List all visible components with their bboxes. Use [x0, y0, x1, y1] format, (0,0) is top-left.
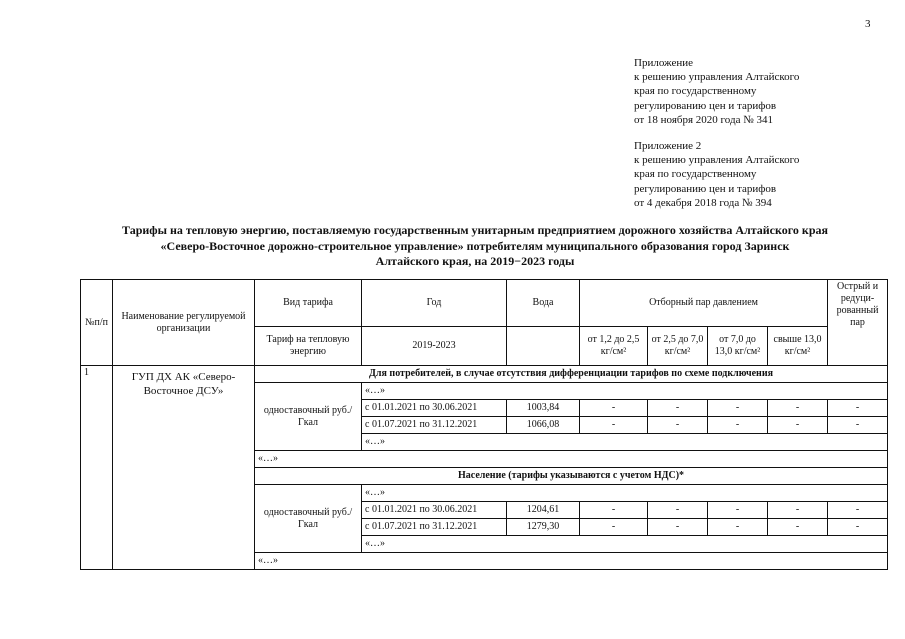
dash: -: [768, 400, 828, 417]
tariff-table: [80, 279, 888, 570]
pressure-4: свыше 13,0 кг/см²: [768, 327, 828, 366]
title-line: «Северо-Восточное дорожно-строительное управление» потребителям муниципального образования город Заринск: [160, 238, 790, 253]
org-name: ГУП ДХ АК «Северо-Восточное ДСУ»: [113, 366, 255, 570]
dash: -: [828, 400, 888, 417]
annex-line: Приложение 2: [634, 140, 702, 152]
header-steam: Отборный пар давлением: [580, 280, 828, 327]
dash: -: [580, 417, 648, 434]
header-year: Год: [362, 280, 507, 327]
dash: -: [768, 417, 828, 434]
dash: -: [708, 400, 768, 417]
pressure-2: от 2,5 до 7,0 кг/см²: [648, 327, 708, 366]
header-org: Наименование регулируемой организации: [113, 280, 255, 366]
ellipsis: «…»: [362, 536, 888, 553]
annex-line: края по государственному: [634, 85, 757, 98]
ellipsis: «…»: [255, 451, 888, 468]
row-number: 1: [81, 366, 113, 570]
dash: -: [708, 417, 768, 434]
header-num: №п/п: [81, 280, 113, 366]
section-title: Население (тарифы указываются с учетом НДС)*: [255, 468, 888, 485]
water-value: 1003,84: [507, 400, 580, 417]
annex-line: к решению управления Алтайского: [634, 154, 800, 167]
dash: -: [648, 417, 708, 434]
tariff-unit: одноставочный руб./Гкал: [255, 485, 362, 553]
annex-line: регулированию цен и тарифов: [634, 182, 777, 195]
dash: -: [708, 502, 768, 519]
water-value: 1204,61: [507, 502, 580, 519]
title-line: Тарифы на тепловую энергию, поставляемую государственным унитарным предприятием дорожного хозяйства Алтайского края: [121, 223, 828, 237]
dash: -: [648, 502, 708, 519]
dash: -: [768, 519, 828, 536]
annex-header-current: [634, 56, 799, 127]
tariff-type-label: Тариф на тепловую энергию: [255, 327, 362, 366]
dash: -: [768, 502, 828, 519]
pressure-1: от 1,2 до 2,5 кг/см²: [580, 327, 648, 366]
header-row: [81, 280, 888, 327]
dash: -: [580, 502, 648, 519]
dash: -: [648, 519, 708, 536]
dash: -: [828, 519, 888, 536]
dash: -: [828, 502, 888, 519]
period: с 01.01.2021 по 30.06.2021: [362, 400, 507, 417]
annex-header-original: [634, 139, 799, 210]
annex-line: регулированию цен и тарифов: [634, 99, 777, 112]
ellipsis: «…»: [255, 553, 888, 570]
section-title: Для потребителей, в случае отсутствия дифференциации тарифов по схеме подключения: [255, 366, 888, 383]
annex-line: от 4 декабря 2018 года № 394: [634, 196, 772, 209]
annex-line: от 18 ноября 2020 года № 341: [634, 113, 773, 126]
header-tariff-type: Вид тарифа: [255, 280, 362, 327]
ellipsis: «…»: [362, 383, 888, 400]
page-number: 3: [865, 18, 871, 30]
year-range: 2019-2023: [362, 327, 507, 366]
period: с 01.07.2021 по 31.12.2021: [362, 417, 507, 434]
water-value: 1066,08: [507, 417, 580, 434]
section-title-row: [81, 366, 888, 383]
dash: -: [828, 417, 888, 434]
annex-line: Приложение: [634, 57, 694, 69]
document-title: [60, 223, 890, 270]
water-value: 1279,30: [507, 519, 580, 536]
period: с 01.01.2021 по 30.06.2021: [362, 502, 507, 519]
annex-line: к решению управления Алтайского: [634, 71, 800, 84]
ellipsis: «…»: [362, 434, 888, 451]
header-sharp-steam: Острый и редуци-рованный пар: [828, 280, 888, 366]
water-empty: [507, 327, 580, 366]
dash: -: [580, 400, 648, 417]
ellipsis: «…»: [362, 485, 888, 502]
dash: -: [708, 519, 768, 536]
period: с 01.07.2021 по 31.12.2021: [362, 519, 507, 536]
annex-line: края по государственному: [634, 168, 757, 181]
dash: -: [648, 400, 708, 417]
dash: -: [580, 519, 648, 536]
header-water: Вода: [507, 280, 580, 327]
title-line: Алтайского края, на 2019−2023 годы: [375, 254, 575, 268]
pressure-3: от 7,0 до 13,0 кг/см²: [708, 327, 768, 366]
tariff-unit: одноставочный руб./Гкал: [255, 383, 362, 451]
